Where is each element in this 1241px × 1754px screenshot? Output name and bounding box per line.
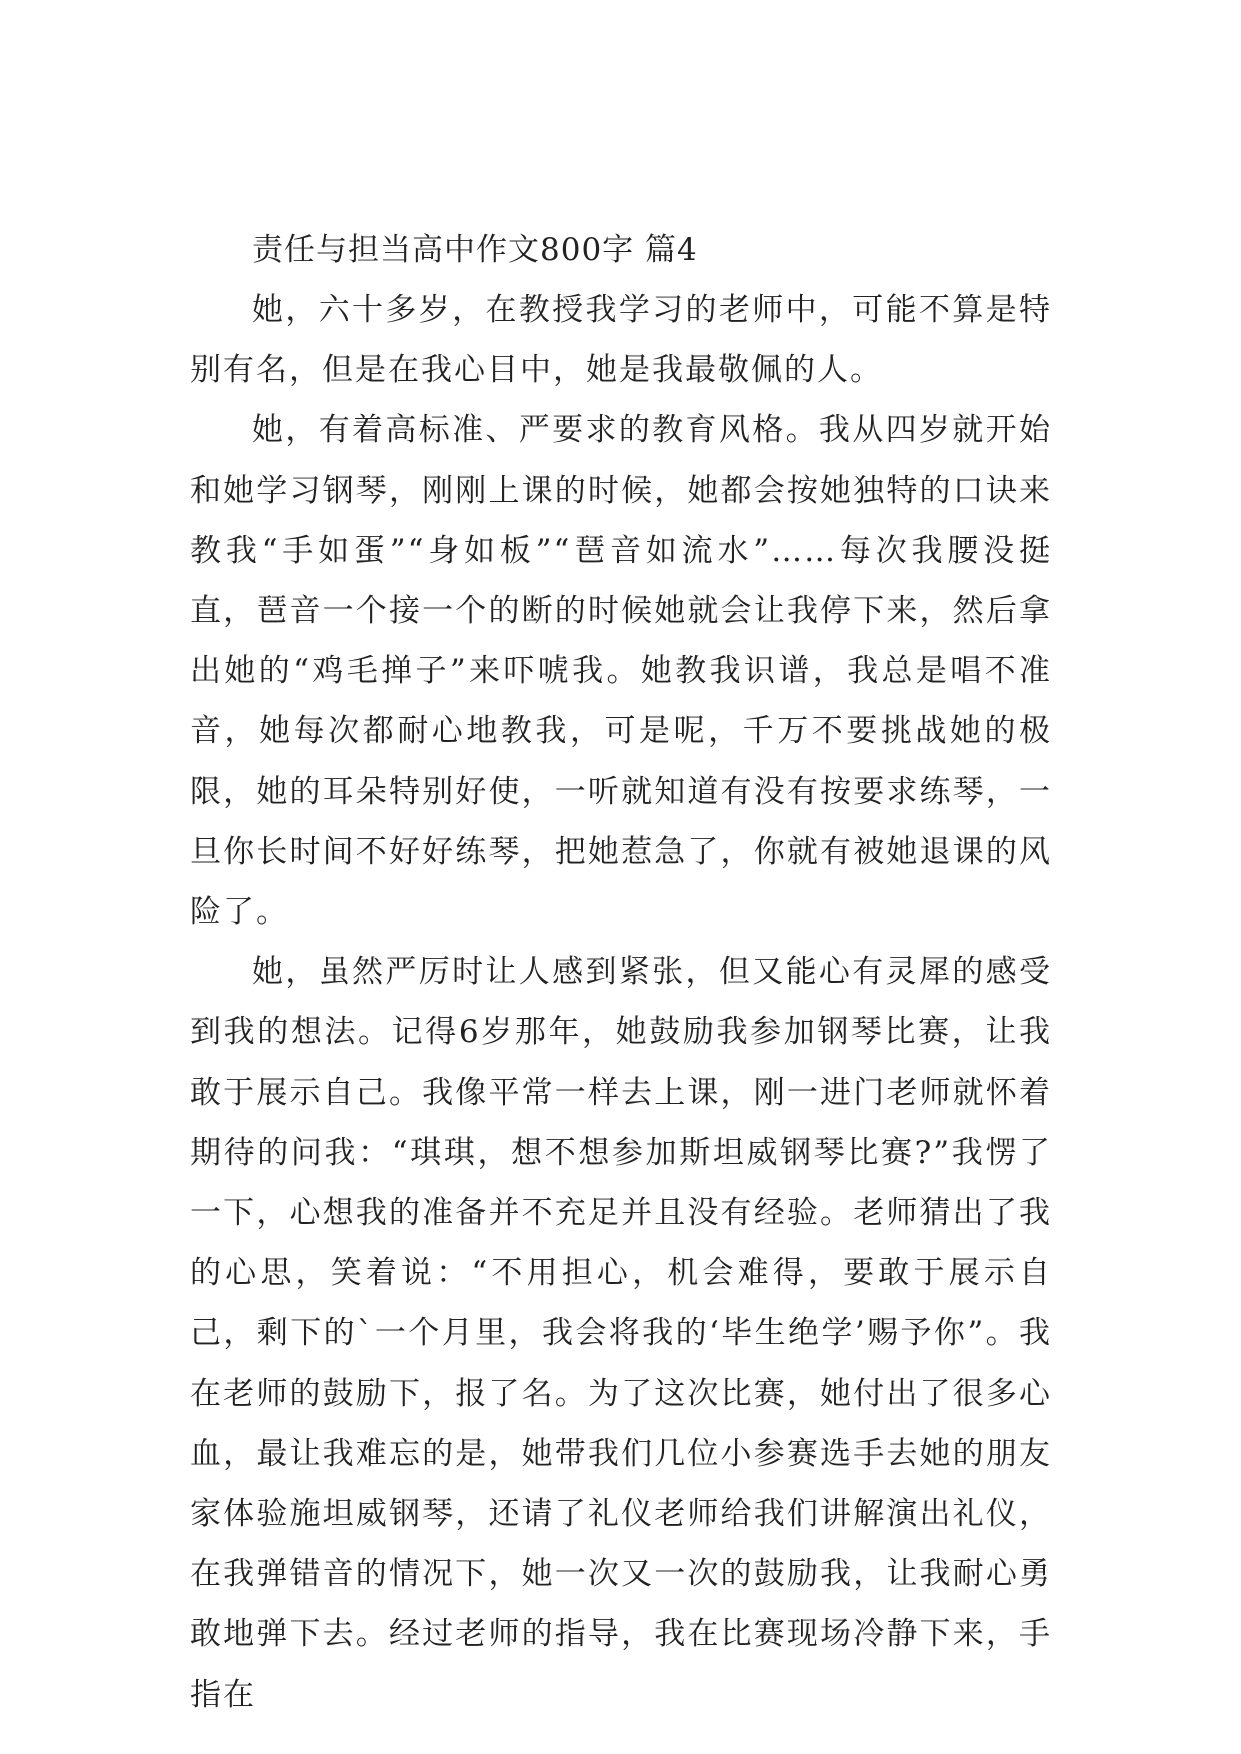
paragraph-3: 她，虽然严厉时让人感到紧张，但又能心有灵犀的感受到我的想法。记得6岁那年，她鼓励我参加钢琴比赛，让我敢于展示自己。我像平常一样去上课，刚一进门老师就怀着期待的问我：“琪琪，想不想参加斯坦威钢琴比赛?”我愣了一下，心想我的准备并不充足并且没有经验。老师猜出了我的心思，笑着说：“不用担心，机会难得，要敢于展示自己，剩下的`一个月里，我会将我的‘毕生绝学’赐予你”。我在老师的鼓励下，报了名。为了这次比赛，她付出了很多心血，最让我难忘的是，她带我们几位小参赛选手去她的朋友家体验施坦威钢琴，还请了礼仪老师给我们讲解演出礼仪，在我弹错音的情况下，她一次又一次的鼓励我，让我耐心勇敢地弹下去。经过老师的指导，我在比赛现场冷静下来，手指在 [190,954,1052,1713]
paragraph-2: 她，有着高标准、严要求的教育风格。我从四岁就开始和她学习钢琴，刚刚上课的时候，她都会按她独特的口诀来教我“手如蛋”“身如板”“琶音如流水”……每次我腰没挺直，琶音一个接一个的断的时候她就会让我停下来，然后拿出她的“鸡毛掸子”来吓唬我。她教我识谱，我总是唱不准音，她每次都耐心地教我，可是呢，千万不要挑战她的极限，她的耳朵特别好使，一听就知道有没有按要求练琴，一旦你长时间不好好练琴，把她惹急了，你就有被她退课的风险了。 [190,412,1052,931]
paragraph-1: 她，六十多岁，在教授我学习的老师中，可能不算是特别有名，但是在我心目中，她是我最敬佩的人。 [190,292,1052,389]
document-title: 责任与担当高中作文800字 篇4 [252,232,698,268]
document-body [190,220,1052,1725]
